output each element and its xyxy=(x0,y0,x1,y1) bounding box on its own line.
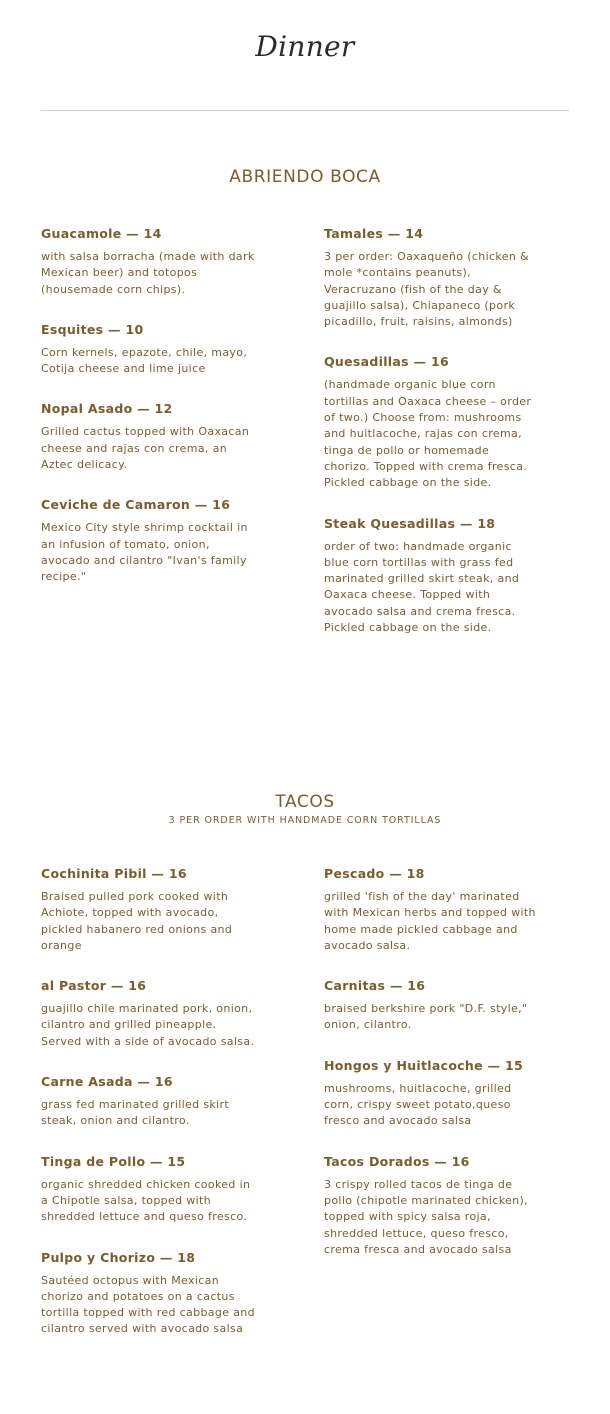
menu-item xyxy=(41,1074,255,1130)
menu-item xyxy=(41,226,255,298)
menu-item-description: 3 crispy rolled tacos de tinga de pollo (chipotle marinated chicken), topped with spicy salsa roja, shredded lettuce, queso fresco, crema fresca and avocado salsa xyxy=(324,1177,528,1256)
menu-item-name: Nopal Asado — 12 xyxy=(41,401,173,417)
page-title: Dinner xyxy=(255,30,355,63)
menu-item-description: Braised pulled pork cooked with Achiote, topped with avocado, pickled habanero red onions and orange xyxy=(41,890,233,952)
menu-item xyxy=(41,497,255,585)
menu-item-description: order of two: handmade organic blue corn tortillas with grass fed marinated grilled skirt steak, and Oaxaca cheese. Topped with avocado salsa and crema fresca. Pickled cabbage on the side. xyxy=(324,539,520,635)
menu-item-description: organic shredded chicken cooked in a Chipotle salsa, topped with shredded lettuce and queso fresco. xyxy=(41,1177,251,1224)
menu-item xyxy=(324,1058,538,1130)
menu-item-name: Ceviche de Camaron — 16 xyxy=(41,497,231,513)
menu-item-name: Tacos Dorados — 16 xyxy=(324,1153,470,1169)
menu-item xyxy=(324,354,538,491)
menu-item-description: (handmade organic blue corn tortillas and Oaxaca cheese – order of two.) Choose from: mushrooms and huitlacoche, rajas con crema, tinga de pollo or homemade chorizo. Topped with crema fresca. Pickled cabbage on the side. xyxy=(324,378,532,490)
menu-item-description: grilled 'fish of the day' marinated with Mexican herbs and topped with home made pickled cabbage and avocado salsa. xyxy=(324,890,536,952)
menu-item-description: braised berkshire pork "D.F. style," onion, cilantro. xyxy=(324,1002,528,1032)
menu-item-description: grass fed marinated grilled skirt steak, onion and cilantro. xyxy=(41,1098,230,1128)
menu-item xyxy=(324,516,538,637)
menu-item-description: Corn kernels, epazote, chile, mayo, Cotija cheese and lime juice xyxy=(41,345,248,376)
section-title-tacos: TACOS xyxy=(275,792,335,812)
menu-item-name: Carnitas — 16 xyxy=(324,978,426,994)
title-divider xyxy=(41,110,569,111)
menu-item-name: Hongos y Huitlacoche — 15 xyxy=(324,1057,523,1073)
menu-item-description: Mexico City style shrimp cocktail in an infusion of tomato, onion, avocado and cilantro "Ivan's family recipe." xyxy=(41,521,248,584)
menu-item-name: Steak Quesadillas — 18 xyxy=(324,515,496,531)
section-title-abriendo-boca: ABRIENDO BOCA xyxy=(229,167,381,187)
menu-item-name: Quesadillas — 16 xyxy=(324,354,449,370)
menu-item xyxy=(41,401,255,473)
menu-item-name: Pulpo y Chorizo — 18 xyxy=(41,1249,196,1265)
menu-column-left xyxy=(41,226,255,586)
menu-item xyxy=(41,322,255,378)
menu-item xyxy=(324,1154,538,1258)
menu-item-description: guajillo chile marinated pork, onion, cilantro and grilled pineapple. Served with a side of avocado salsa. xyxy=(41,1002,255,1048)
menu-item-name: Esquites — 10 xyxy=(41,321,144,337)
menu-item xyxy=(324,978,538,1034)
menu-column-right xyxy=(324,866,538,1258)
menu-item-name: Carne Asada — 16 xyxy=(41,1074,173,1090)
menu-item xyxy=(41,1250,255,1338)
menu-item-description: mushrooms, huitlacoche, grilled corn, crispy sweet potato,queso fresco and avocado salsa xyxy=(324,1081,512,1128)
menu-item-name: al Pastor — 16 xyxy=(41,978,147,994)
menu-item xyxy=(41,1154,255,1226)
menu-item xyxy=(324,226,538,330)
menu-item-description: Sautéed octopus with Mexican chorizo and potatoes on a cactus tortilla topped with red cabbage and cilantro served with avocado salsa xyxy=(41,1273,255,1336)
menu-item xyxy=(41,978,255,1050)
menu-column-left xyxy=(41,866,255,1338)
section-subtitle-tacos: 3 PER ORDER WITH HANDMADE CORN TORTILLAS xyxy=(168,815,442,826)
menu-item xyxy=(41,866,255,954)
menu-item-name: Pescado — 18 xyxy=(324,866,425,881)
menu-item-description: with salsa borracha (made with dark Mexican beer) and totopos (housemade corn chips). xyxy=(41,250,255,296)
menu-column-right xyxy=(324,226,538,636)
menu-item-description: 3 per order: Oaxaqueño (chicken & mole *contains peanuts), Veracruzano (fish of the day & guajillo salsa), Chiapaneco (pork picadillo, fruit, raisins, almonds) xyxy=(324,250,529,329)
menu-item xyxy=(324,866,538,954)
menu-item-name: Tinga de Pollo — 15 xyxy=(41,1153,186,1169)
menu-item-description: Grilled cactus topped with Oaxacan cheese and rajas con crema, an Aztec delicacy. xyxy=(41,425,250,472)
menu-item-name: Guacamole — 14 xyxy=(41,226,162,241)
menu-item-name: Cochinita Pibil — 16 xyxy=(41,866,187,881)
menu-item-name: Tamales — 14 xyxy=(324,226,424,241)
